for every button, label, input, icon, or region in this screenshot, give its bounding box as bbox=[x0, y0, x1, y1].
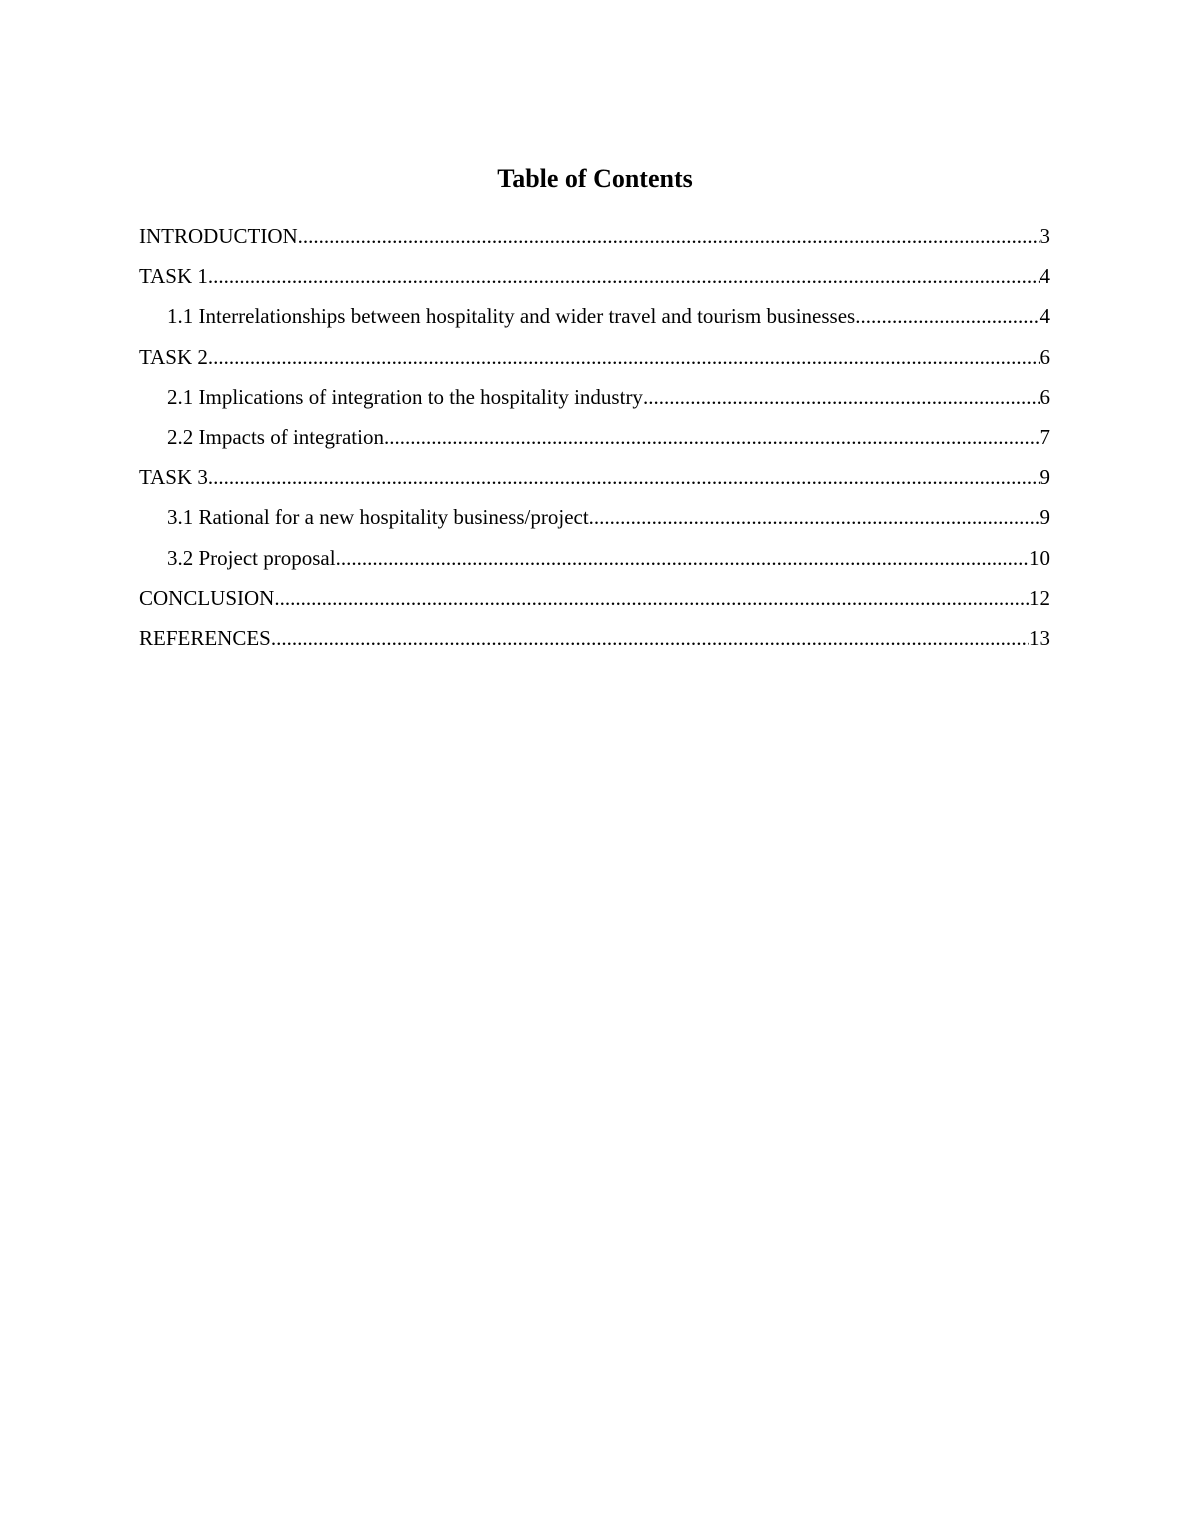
toc-page-number: 7 bbox=[1039, 424, 1050, 449]
toc-page-number: 9 bbox=[1039, 465, 1050, 490]
toc-page-number: 3 bbox=[1039, 224, 1050, 248]
toc-page-number: 12 bbox=[1029, 585, 1050, 610]
toc-entry-2-2[interactable] bbox=[139, 421, 1050, 461]
dot-leader bbox=[589, 501, 1040, 533]
toc-page-number: 4 bbox=[1039, 304, 1050, 329]
toc-entry-3-1[interactable] bbox=[139, 501, 1050, 541]
toc-entry-label: TASK 1 bbox=[139, 264, 208, 289]
dot-leader bbox=[274, 582, 1029, 614]
dot-leader bbox=[643, 381, 1040, 413]
toc-page-number: 6 bbox=[1039, 384, 1050, 409]
toc-entry-conclusion[interactable] bbox=[139, 582, 1050, 622]
table-of-contents bbox=[139, 220, 1050, 662]
toc-entry-references[interactable] bbox=[139, 622, 1050, 662]
toc-entry-label: 3.2 Project proposal bbox=[167, 545, 336, 570]
toc-entry-label: TASK 3 bbox=[139, 465, 208, 490]
toc-entry-task-2[interactable] bbox=[139, 341, 1050, 381]
toc-entry-label: CONCLUSION bbox=[139, 585, 275, 610]
toc-entry-label: 1.1 Interrelationships between hospitality and wider travel and tourism businesses bbox=[167, 304, 856, 329]
toc-page-number: 13 bbox=[1029, 625, 1050, 650]
toc-page-number: 9 bbox=[1039, 505, 1050, 530]
toc-entry-label: REFERENCES bbox=[139, 625, 271, 650]
dot-leader bbox=[208, 260, 1040, 292]
dot-leader bbox=[336, 542, 1029, 574]
toc-entry-label: TASK 2 bbox=[139, 344, 208, 369]
toc-page-number: 6 bbox=[1039, 344, 1050, 369]
dot-leader bbox=[271, 622, 1029, 654]
toc-entry-introduction[interactable] bbox=[139, 220, 1050, 260]
page-title: Table of Contents bbox=[497, 164, 693, 193]
dot-leader bbox=[855, 300, 1039, 332]
toc-entry-1-1[interactable] bbox=[139, 300, 1050, 340]
toc-entry-task-3[interactable] bbox=[139, 461, 1050, 501]
dot-leader bbox=[208, 341, 1040, 373]
toc-entry-task-1[interactable] bbox=[139, 260, 1050, 300]
toc-entry-label: 3.1 Rational for a new hospitality business/project bbox=[167, 505, 589, 530]
dot-leader bbox=[298, 220, 1040, 252]
dot-leader bbox=[208, 461, 1040, 493]
toc-entry-3-2[interactable] bbox=[139, 542, 1050, 582]
dot-leader bbox=[384, 421, 1040, 453]
toc-page-number: 4 bbox=[1039, 264, 1050, 289]
toc-entry-2-1[interactable] bbox=[139, 381, 1050, 421]
toc-entry-label: 2.2 Impacts of integration bbox=[167, 424, 384, 449]
toc-entry-label: INTRODUCTION bbox=[139, 224, 298, 248]
toc-page-number: 10 bbox=[1029, 545, 1050, 570]
toc-entry-label: 2.1 Implications of integration to the hospitality industry bbox=[167, 384, 643, 409]
